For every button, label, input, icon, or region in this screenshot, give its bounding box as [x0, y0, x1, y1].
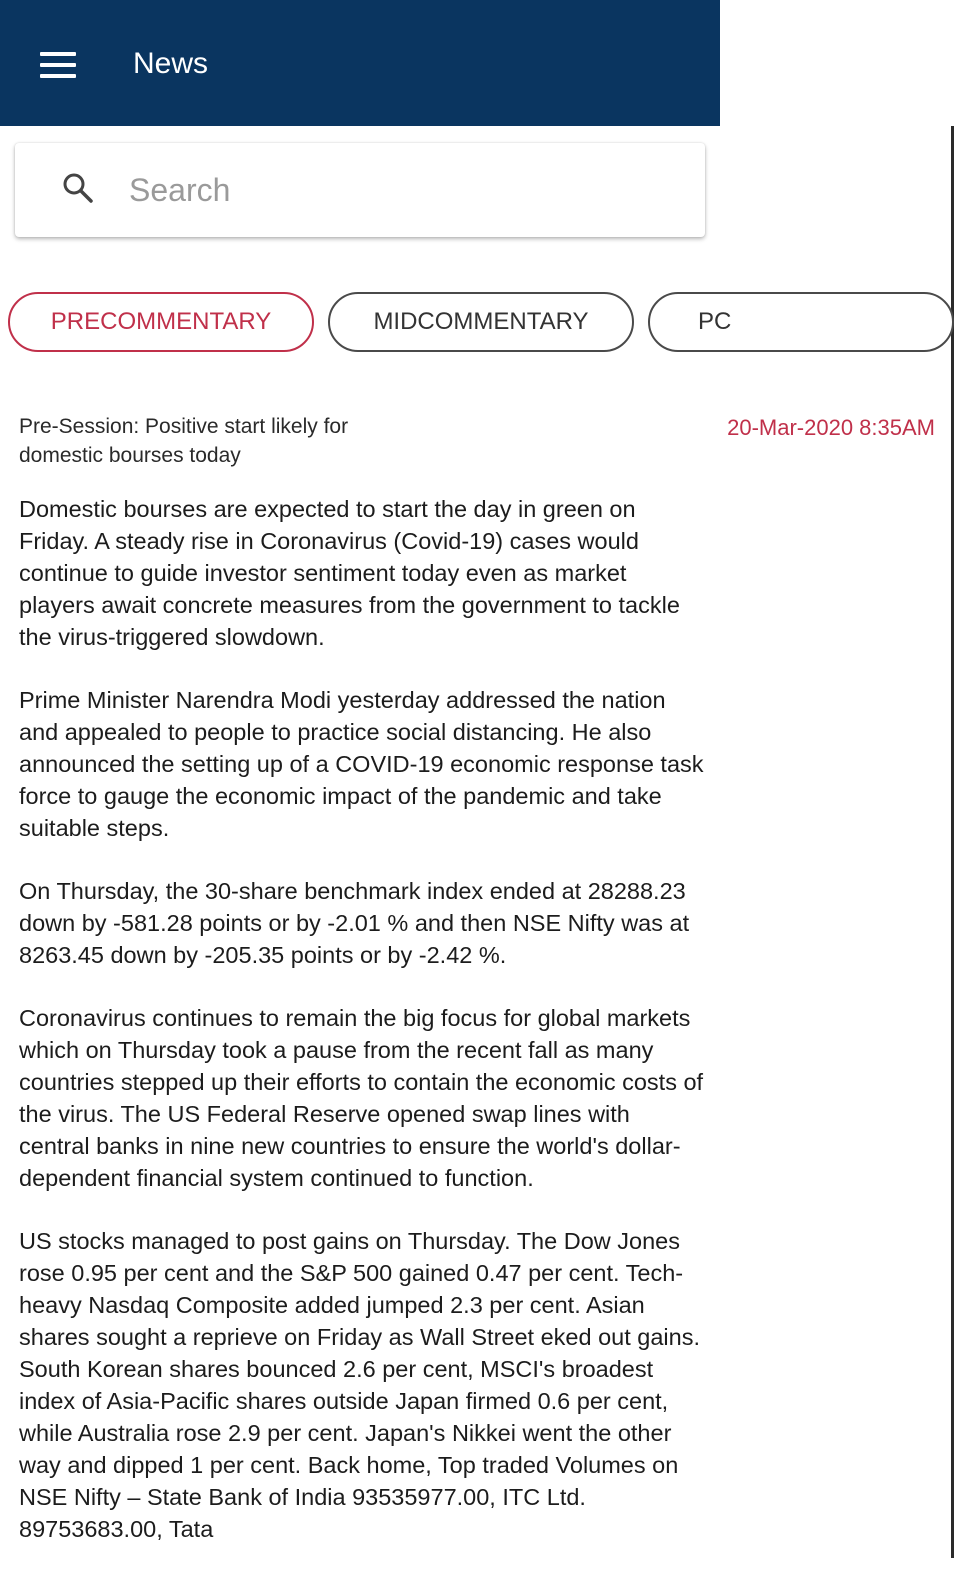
article-date: 20-Mar-2020 8:35AM: [727, 415, 935, 440]
commentary-tabs: [0, 292, 732, 354]
search-icon: [61, 171, 95, 205]
article-body: [19, 493, 705, 1576]
article-paragraph: Domestic bourses are expected to start the day in green on Friday. A steady rise in Coronavirus (Covid-19) cases would continue to guide investor sentiment today even as market players await concrete measures from the government to tackle the virus-triggered slowdown.: [19, 496, 680, 650]
article-paragraph: Coronavirus continues to remain the big focus for global markets which on Thursday took a pause from the recent fall as many countries stepped up their efforts to contain the economic costs of the virus. The US Federal Reserve opened swap lines with central banks in nine new countries to ensure the world's dollar-dependent financial system continued to function.: [19, 1005, 704, 1191]
page-title: News: [133, 47, 209, 80]
article-title: Pre-Session: Positive start likely for domestic bourses today: [19, 415, 349, 467]
tab-precommentary[interactable]: PRECOMMENTARY: [8, 292, 314, 352]
hamburger-menu-icon[interactable]: [40, 52, 76, 78]
tab-midcommentary[interactable]: MIDCOMMENTARY: [328, 292, 634, 352]
search-input[interactable]: [129, 167, 669, 213]
tab-partial[interactable]: PC: [648, 292, 954, 352]
search-bar[interactable]: [15, 143, 705, 237]
app-bar: [0, 0, 720, 126]
article-paragraph: US stocks managed to post gains on Thursday. The Dow Jones rose 0.95 per cent and the S&P 500 gained 0.47 per cent. Tech-heavy Nasdaq Composite added jumped 2.3 per cent. Asian shares sought a reprieve on Friday as Wall Street eked out gains. South Korean shares bounced 2.6 per cent, MSCI's broadest index of Asia-Pacific shares outside Japan firmed 0.6 per cent, while Australia rose 2.9 per cent. Japan's Nikkei went the other way and dipped 1 per cent. Back home, Top traded Volumes on NSE Nifty – State Bank of India 93535977.00, ITC Ltd. 89753683.00, Tata: [19, 1228, 700, 1542]
article-paragraph: On Thursday, the 30-share benchmark index ended at 28288.23 down by -581.28 points or by -2.01 % and then NSE Nifty was at 8263.45 down by -205.35 points or by -2.42 %.: [19, 878, 690, 968]
article-paragraph: Prime Minister Narendra Modi yesterday addressed the nation and appealed to people to practice social distancing. He also announced the setting up of a COVID-19 economic response task force to gauge the economic impact of the pandemic and take suitable steps.: [19, 687, 704, 841]
